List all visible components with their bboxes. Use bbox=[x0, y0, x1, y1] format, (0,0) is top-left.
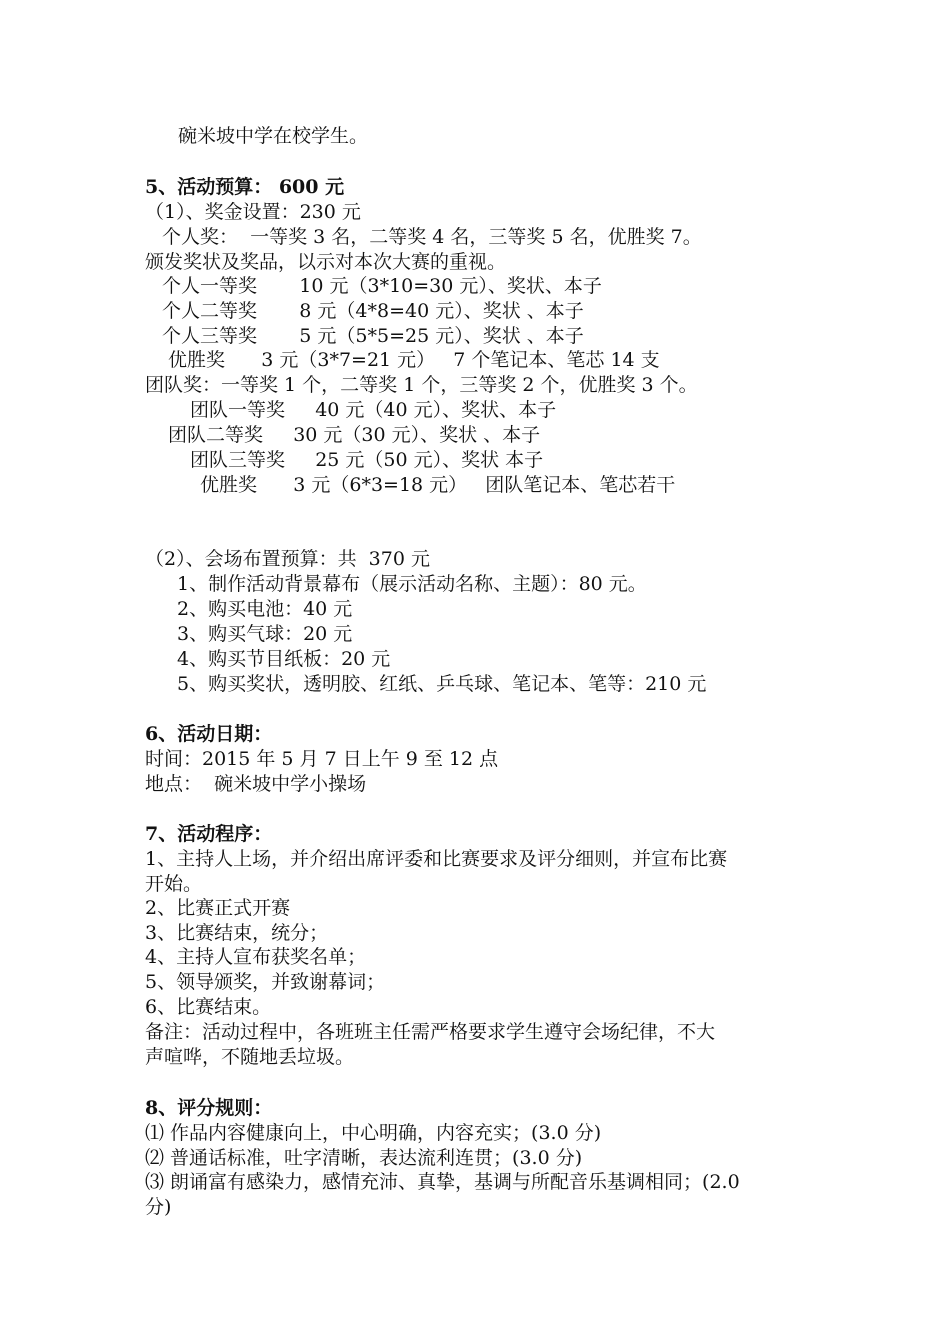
procedure-line: 3、比赛结束，统分； bbox=[145, 922, 329, 944]
procedure-line: 开始。 bbox=[145, 873, 203, 895]
prize-settings-title: （1）、奖金设置：230 元 bbox=[145, 201, 361, 223]
procedure-line: 6、比赛结束。 bbox=[145, 996, 272, 1018]
section-7-heading: 7、活动程序： bbox=[145, 823, 273, 845]
individual-prize-summary: 个人奖： 一等奖 3 名，二等奖 4 名，三等奖 5 名，优胜奖 7。 bbox=[162, 226, 702, 248]
section-5-heading: 5、活动预算： 600 元 bbox=[145, 176, 345, 198]
procedure-note: 声喧哗，不随地丢垃圾。 bbox=[145, 1046, 355, 1068]
team-prize-item: 团队三等奖 25 元（50 元）、奖状 本子 bbox=[190, 449, 544, 471]
scoring-rule: ⑵ 普通话标准，吐字清晰，表达流利连贯；(3.0 分) bbox=[145, 1147, 583, 1169]
team-prize-item: 优胜奖 3 元（6*3=18 元） 团队笔记本、笔芯若干 bbox=[200, 474, 676, 496]
procedure-line: 4、主持人宣布获奖名单； bbox=[145, 946, 367, 968]
section-6-heading: 6、活动日期： bbox=[145, 723, 273, 745]
section-8-heading: 8、评分规则： bbox=[145, 1097, 273, 1119]
venue-budget-item: 3、购买气球：20 元 bbox=[177, 623, 353, 645]
procedure-line: 1、主持人上场，并介绍出席评委和比赛要求及评分细则，并宣布比赛 bbox=[145, 848, 728, 870]
procedure-line: 5、领导颁奖，并致谢幕词； bbox=[145, 971, 386, 993]
venue-budget-item: 4、购买节目纸板：20 元 bbox=[177, 648, 391, 670]
prize-intro: 颁发奖状及奖品，以示对本次大赛的重视。 bbox=[145, 251, 507, 273]
team-prize-item: 团队二等奖 30 元（30 元）、奖状 、本子 bbox=[168, 424, 541, 446]
procedure-note: 备注：活动过程中，各班班主任需严格要求学生遵守会场纪律，不大 bbox=[145, 1021, 716, 1043]
scoring-rule: ⑴ 作品内容健康向上，中心明确，内容充实；(3.0 分) bbox=[145, 1122, 602, 1144]
procedure-line: 2、比赛正式开赛 bbox=[145, 897, 291, 919]
venue-budget-item: 1、制作活动背景幕布（展示活动名称、主题）：80 元。 bbox=[177, 573, 647, 595]
individual-prize-item: 个人二等奖 8 元（4*8=40 元）、奖状 、本子 bbox=[162, 300, 584, 322]
venue-budget-item: 5、购买奖状，透明胶、红纸、乒乓球、笔记本、笔等：210 元 bbox=[177, 673, 707, 695]
scoring-rule: ⑶ 朗诵富有感染力，感情充沛、真挚，基调与所配音乐基调相同；(2.0 bbox=[145, 1171, 740, 1193]
activity-place: 地点： 碗米坡中学小操场 bbox=[145, 773, 367, 795]
scoring-rule: 分) bbox=[145, 1196, 172, 1218]
participants-text: 碗米坡中学在校学生。 bbox=[178, 125, 369, 147]
individual-prize-item: 个人一等奖 10 元（3*10=30 元）、奖状、本子 bbox=[162, 275, 602, 297]
venue-budget-item: 2、购买电池：40 元 bbox=[177, 598, 353, 620]
individual-prize-item: 优胜奖 3 元（3*7=21 元） 7 个笔记本、笔芯 14 支 bbox=[168, 349, 660, 371]
activity-time: 时间：2015 年 5 月 7 日上午 9 至 12 点 bbox=[145, 748, 499, 770]
team-prize-item: 团队一等奖 40 元（40 元）、奖状、本子 bbox=[190, 399, 557, 421]
venue-budget-title: （2）、会场布置预算：共 370 元 bbox=[145, 548, 430, 570]
individual-prize-item: 个人三等奖 5 元（5*5=25 元）、奖状 、本子 bbox=[162, 325, 584, 347]
team-prize-summary: 团队奖：一等奖 1 个，二等奖 1 个，三等奖 2 个，优胜奖 3 个。 bbox=[145, 374, 698, 396]
